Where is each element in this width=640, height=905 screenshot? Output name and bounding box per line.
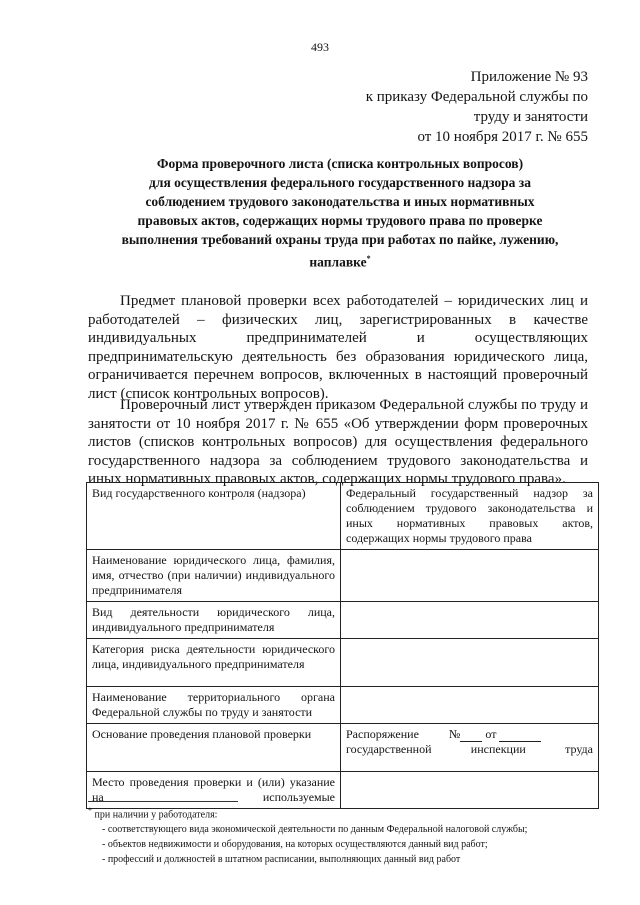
- control-type-label: Вид государственного контроля (надзора): [87, 483, 341, 550]
- activity-type-label: Вид деятельности юридического лица, индивидуального предпринимателя: [87, 602, 341, 639]
- paragraph-approval-order: Проверочный лист утвержден приказом Федеральной службы по труду и занятости от 10 ноября 2017 г. № 655 «Об утверждении форм проверочных листов (списков контрольных вопросов) для осуществления федерального государственного надзора за соблюдением трудового законодательства и иных нормативных правовых актов, содержащих нормы трудового права».: [88, 397, 588, 487]
- checklist-header-table: [86, 482, 599, 809]
- title-line: Форма проверочного листа (списка контрольных вопросов): [156, 156, 524, 171]
- footnote-item: - соответствующего вида экономической деятельности по данным Федеральной налоговой службы;: [102, 824, 528, 836]
- footnote-marker: *: [88, 806, 92, 815]
- title-line: правовых актов, содержащих нормы трудового права по проверке: [137, 213, 543, 228]
- territorial-body-field[interactable]: [341, 687, 599, 724]
- order-number-blank[interactable]: [460, 729, 482, 742]
- footnote-item: - профессий и должностей в штатном расписании, выполняющих данный вид работ: [102, 854, 461, 866]
- order-issuer: государственной инспекции труда: [346, 742, 593, 756]
- title-line: выполнения требований охраны труда при работах по пайке, лужению,: [121, 232, 559, 247]
- footnote-marker: *: [366, 254, 371, 263]
- paragraph-inspection-subject: Предмет плановой проверки всех работодателей – юридических лиц и работодателей – физических лиц, зарегистрированных в качестве индивидуальных предпринимателей и осуществляющих предпринимательскую деятельность без образования юридического лица, ограничивается перечнем вопросов, включенных в настоящий проверочный лист (список контрольных вопросов).: [88, 293, 588, 402]
- territorial-body-label: Наименование территориального органа Федеральной службы по труду и занятости: [87, 687, 341, 724]
- activity-type-field[interactable]: [341, 602, 599, 639]
- appendix-line: от 10 ноября 2017 г. № 655: [417, 129, 588, 145]
- title-line: соблюдением трудового законодательства и иных нормативных: [145, 194, 535, 209]
- table-row: [87, 602, 599, 639]
- appendix-line: к приказу Федеральной службы по: [365, 89, 588, 105]
- order-date-blank[interactable]: [499, 729, 541, 742]
- order-from: от: [485, 727, 497, 741]
- footnote-intro: [88, 803, 608, 822]
- control-type-value: Федеральный государственный надзор за соблюдением трудового законодательства и иных нормативных правовых актов, содержащих нормы трудового права: [341, 483, 599, 550]
- title-line: для осуществления федерального государственного надзора за: [149, 175, 531, 190]
- appendix-reference: [308, 67, 588, 147]
- risk-category-field[interactable]: [341, 639, 599, 687]
- order-number-sign: №: [448, 727, 461, 741]
- employer-name-label: Наименование юридического лица, фамилия, имя, отчество (при наличии) индивидуального предпринимателя: [87, 550, 341, 602]
- page-number: 493: [311, 40, 329, 54]
- footnote-item: - объектов недвижимости и оборудования, на которых осуществляются данный вид работ;: [102, 839, 488, 851]
- table-row: [87, 687, 599, 724]
- document-title: [100, 154, 580, 272]
- footnotes: [88, 803, 608, 867]
- order-prefix: Распоряжение: [346, 727, 419, 741]
- employer-name-field[interactable]: [341, 550, 599, 602]
- table-row: [87, 483, 599, 550]
- footnote-divider: [88, 801, 238, 802]
- inspection-basis-field[interactable]: [341, 724, 599, 772]
- title-line: [100, 249, 580, 272]
- table-row: [87, 724, 599, 772]
- table-row: [87, 639, 599, 687]
- inspection-place-label: Место проведения проверки и (или) указание на используемые: [87, 772, 341, 809]
- appendix-line: Приложение № 93: [470, 69, 588, 85]
- order-reference-line: [346, 727, 593, 742]
- table-row: [87, 550, 599, 602]
- risk-category-label: Категория риска деятельности юридического лица, индивидуального предпринимателя: [87, 639, 341, 687]
- footnote-intro-text: при наличии у работодателя:: [94, 809, 218, 821]
- title-last-word: наплавке: [309, 254, 367, 270]
- appendix-line: труду и занятости: [473, 109, 588, 125]
- inspection-basis-label: Основание проведения плановой проверки: [87, 724, 341, 772]
